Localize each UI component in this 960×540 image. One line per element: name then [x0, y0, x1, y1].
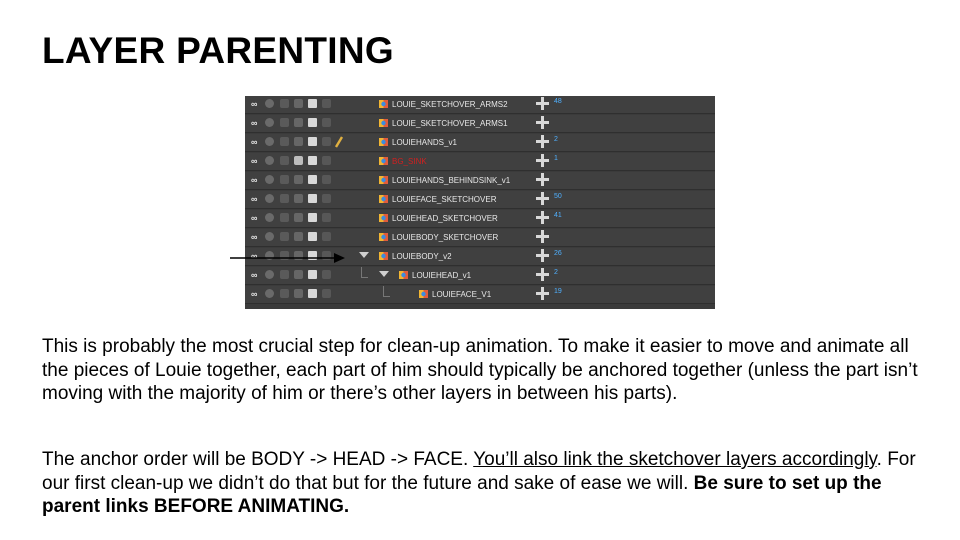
onion-skin-toggle-icon[interactable]: [265, 99, 274, 108]
lock-icon[interactable]: [294, 118, 303, 127]
lock-icon[interactable]: [294, 156, 303, 165]
layer-frame-count: 50: [554, 193, 562, 200]
layer-frame-count: 2: [554, 136, 558, 143]
timeline-toggle-icon[interactable]: [280, 137, 289, 146]
add-keyframe-icon[interactable]: [536, 154, 549, 167]
layer-options-icon[interactable]: [322, 194, 331, 203]
lock-icon[interactable]: [294, 175, 303, 184]
future-note-text: . For our first clean-up we didn’t do that but for the future and sake of ease we will.: [42, 449, 916, 494]
lock-icon[interactable]: [294, 289, 303, 298]
layer-name: LOUIEHEAD_SKETCHOVER: [392, 214, 498, 223]
onion-skin-toggle-icon[interactable]: [265, 194, 274, 203]
drawing-layer-icon: [419, 289, 428, 299]
visibility-toggle-icon[interactable]: ∞: [251, 194, 258, 204]
layer-name: LOUIEFACE_SKETCHOVER: [392, 195, 497, 204]
layer-name: BG_SINK: [392, 157, 427, 166]
layer-name: LOUIEHANDS_BEHINDSINK_v1: [392, 176, 511, 185]
lock-icon[interactable]: [294, 232, 303, 241]
layer-panel: [245, 96, 715, 309]
onion-skin-toggle-icon[interactable]: [265, 156, 274, 165]
add-keyframe-icon[interactable]: [536, 135, 549, 148]
drawing-layer-icon: [379, 175, 388, 185]
layer-name: LOUIEFACE_V1: [432, 290, 492, 299]
add-keyframe-icon[interactable]: [536, 97, 549, 110]
timeline-toggle-icon[interactable]: [280, 270, 289, 279]
onion-skin-toggle-icon[interactable]: [265, 232, 274, 241]
layer-options-icon[interactable]: [322, 289, 331, 298]
visibility-toggle-icon[interactable]: ∞: [251, 118, 258, 128]
layer-color-swatch[interactable]: [308, 137, 317, 146]
lock-icon[interactable]: [294, 213, 303, 222]
layer-color-swatch[interactable]: [308, 194, 317, 203]
timeline-toggle-icon[interactable]: [280, 232, 289, 241]
layer-name: LOUIEHEAD_v1: [412, 271, 472, 280]
drawing-layer-icon: [379, 156, 388, 166]
layer-frame-count: 26: [554, 250, 562, 257]
add-keyframe-icon[interactable]: [536, 116, 549, 129]
onion-skin-toggle-icon[interactable]: [265, 213, 274, 222]
visibility-toggle-icon[interactable]: ∞: [251, 156, 258, 166]
hierarchy-branch-line: [383, 286, 390, 297]
lock-icon[interactable]: [294, 137, 303, 146]
layer-options-icon[interactable]: [322, 213, 331, 222]
timeline-toggle-icon[interactable]: [280, 289, 289, 298]
layer-color-swatch[interactable]: [308, 156, 317, 165]
visibility-toggle-icon[interactable]: ∞: [251, 99, 258, 109]
sketchover-link-note: You’ll also link the sketchover layers accordingly: [473, 449, 877, 470]
layer-row[interactable]: [245, 286, 715, 304]
slide-title: LAYER PARENTING: [42, 30, 394, 71]
layer-options-icon[interactable]: [322, 175, 331, 184]
add-keyframe-icon[interactable]: [536, 173, 549, 186]
layer-name: LOUIEHANDS_v1: [392, 138, 457, 147]
add-keyframe-icon[interactable]: [536, 230, 549, 243]
timeline-toggle-icon[interactable]: [280, 99, 289, 108]
add-keyframe-icon[interactable]: [536, 192, 549, 205]
add-keyframe-icon[interactable]: [536, 249, 549, 262]
onion-skin-toggle-icon[interactable]: [265, 137, 274, 146]
layer-options-icon[interactable]: [322, 270, 331, 279]
parent-links-warning: Be sure to set up the parent links BEFORE ANIMATING.: [42, 472, 882, 517]
timeline-toggle-icon[interactable]: [280, 118, 289, 127]
layer-row[interactable]: [245, 153, 715, 171]
anchor-order-text: The anchor order will be BODY -> HEAD -> FACE.: [42, 449, 474, 470]
layer-name: LOUIEBODY_SKETCHOVER: [392, 233, 499, 242]
layer-row[interactable]: [245, 134, 715, 152]
layer-options-icon[interactable]: [322, 99, 331, 108]
layer-row[interactable]: [245, 172, 715, 190]
lock-icon[interactable]: [294, 99, 303, 108]
visibility-toggle-icon[interactable]: ∞: [251, 232, 258, 242]
visibility-toggle-icon[interactable]: ∞: [251, 137, 258, 147]
layer-frame-count: 19: [554, 288, 562, 295]
layer-options-icon[interactable]: [322, 156, 331, 165]
add-keyframe-icon[interactable]: [536, 287, 549, 300]
layer-color-swatch[interactable]: [308, 118, 317, 127]
drawing-layer-icon: [379, 99, 388, 109]
visibility-toggle-icon[interactable]: ∞: [251, 270, 258, 280]
drawing-layer-icon: [379, 251, 388, 261]
expand-triangle-icon[interactable]: [379, 271, 389, 277]
visibility-toggle-icon[interactable]: ∞: [251, 213, 258, 223]
anchor-order-paragraph: [42, 448, 922, 519]
drawing-layer-icon: [379, 137, 388, 147]
layer-color-swatch[interactable]: [308, 175, 317, 184]
timeline-toggle-icon[interactable]: [280, 194, 289, 203]
layer-row[interactable]: [245, 210, 715, 228]
expand-triangle-icon[interactable]: [359, 252, 369, 258]
layer-color-swatch[interactable]: [308, 213, 317, 222]
onion-skin-toggle-icon[interactable]: [265, 118, 274, 127]
onion-skin-toggle-icon[interactable]: [265, 289, 274, 298]
layer-color-swatch[interactable]: [308, 289, 317, 298]
layer-frame-count: 1: [554, 155, 558, 162]
visibility-toggle-icon[interactable]: ∞: [251, 289, 258, 299]
visibility-toggle-icon[interactable]: ∞: [251, 251, 258, 261]
intro-paragraph: This is probably the most crucial step for clean-up animation. To make it easier to move and animate all the pieces of Louie together, each part of him should typically be anchored together (unless the part isn’t moving with the majority of him or there’s other layers in between his parts).: [42, 336, 918, 404]
layer-options-icon[interactable]: [322, 118, 331, 127]
layer-row[interactable]: [245, 96, 715, 114]
drawing-layer-icon: [399, 270, 408, 280]
drawing-layer-icon: [379, 194, 388, 204]
lock-icon[interactable]: [294, 194, 303, 203]
layer-color-swatch[interactable]: [308, 99, 317, 108]
layer-frame-count: 2: [554, 269, 558, 276]
add-keyframe-icon[interactable]: [536, 211, 549, 224]
hierarchy-branch-line: [361, 267, 368, 278]
visibility-toggle-icon[interactable]: ∞: [251, 175, 258, 185]
layer-row[interactable]: [245, 191, 715, 209]
add-keyframe-icon[interactable]: [536, 268, 549, 281]
layer-frame-count: 48: [554, 98, 562, 105]
drawing-layer-icon: [379, 213, 388, 223]
layer-name: LOUIE_SKETCHOVER_ARMS1: [392, 119, 508, 128]
layer-row[interactable]: [245, 229, 715, 247]
timeline-toggle-icon[interactable]: [280, 156, 289, 165]
layer-color-swatch[interactable]: [308, 232, 317, 241]
onion-skin-toggle-icon[interactable]: [265, 270, 274, 279]
drawing-layer-icon: [379, 232, 388, 242]
drawing-layer-icon: [379, 118, 388, 128]
layer-options-icon[interactable]: [322, 232, 331, 241]
layer-options-icon[interactable]: [322, 137, 331, 146]
layer-name: LOUIE_SKETCHOVER_ARMS2: [392, 100, 508, 109]
onion-skin-toggle-icon[interactable]: [265, 175, 274, 184]
timeline-toggle-icon[interactable]: [280, 213, 289, 222]
layer-color-swatch[interactable]: [308, 270, 317, 279]
layer-frame-count: 41: [554, 212, 562, 219]
lock-icon[interactable]: [294, 270, 303, 279]
arrow-pointer-icon: [230, 253, 345, 263]
timeline-toggle-icon[interactable]: [280, 175, 289, 184]
layer-row[interactable]: [245, 267, 715, 285]
pencil-icon: [334, 135, 344, 149]
layer-row[interactable]: [245, 115, 715, 133]
layer-name: LOUIEBODY_v2: [392, 252, 452, 261]
